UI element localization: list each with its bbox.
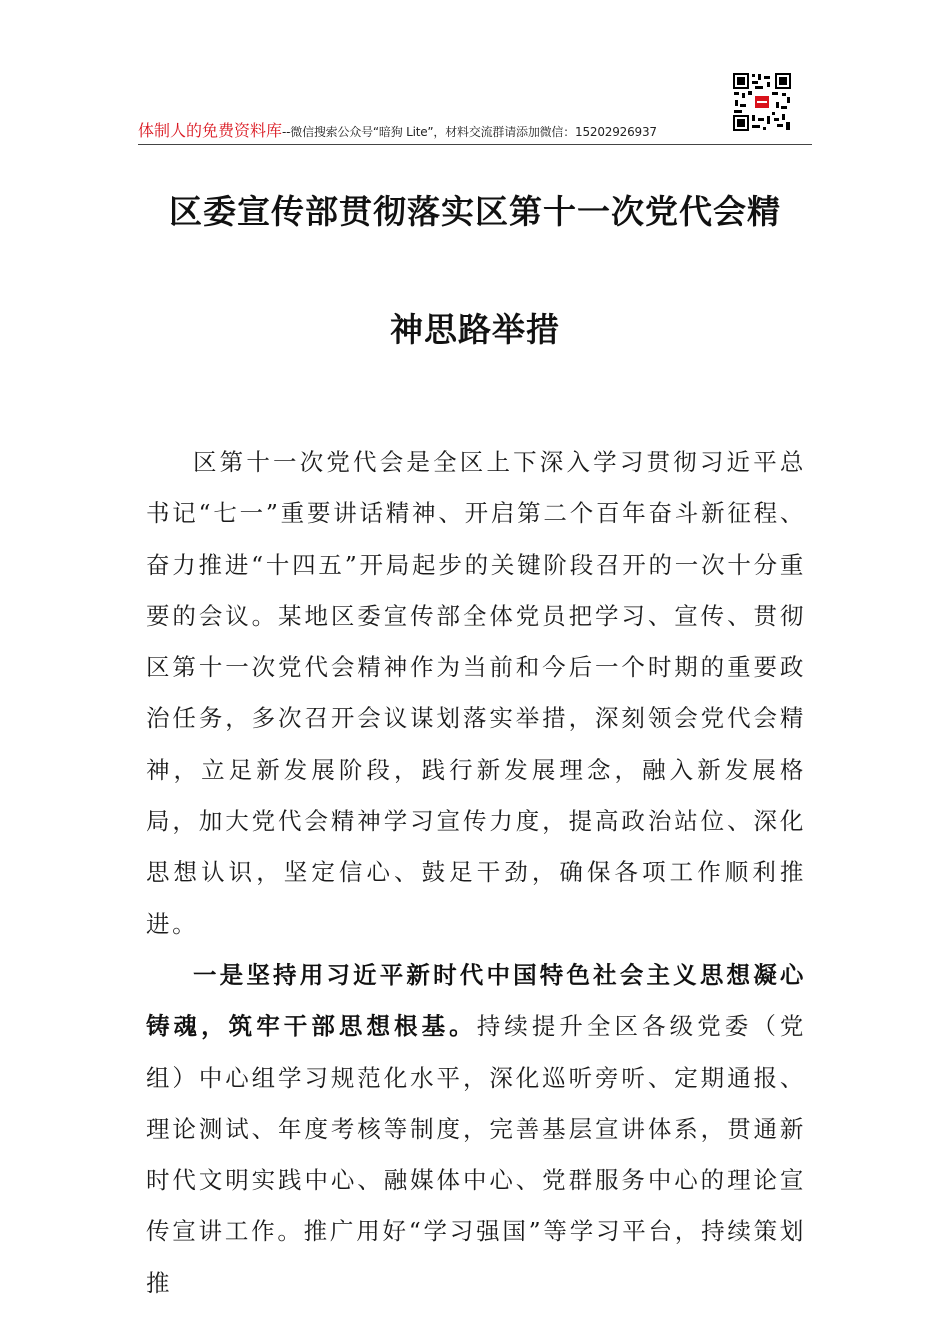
document-title-line-2: 神思路举措 xyxy=(390,310,560,349)
paragraph-intro: 区第十一次党代会是全区上下深入学习贯彻习近平总书记“七一”重要讲话精神、开启第二个百年奋斗新征程、奋力推进“十四五”开局起步的关键阶段召开的一次十分重要的会议。某地区委宣传部全体党员把学习、宣传、贯彻区第十一次党代会精神作为当前和今后一个时期的重要政治任务，多次召开会议谋划落实举措，深刻领会党代会精神，立足新发展阶段，践行新发展理念，融入新发展格局，加大党代会精神学习宣传力度，提高政治站位、深化思想认识，坚定信心、鼓足干劲，确保各项工作顺利推进。 xyxy=(146,448,806,938)
paragraph-point-one xyxy=(146,950,806,1309)
qr-code-icon xyxy=(732,72,792,132)
header-note: --微信搜索公众号“暗狗 Lite”，材料交流群请添加微信：15202926937 xyxy=(282,125,657,139)
brand-label[interactable]: 体制人的免费资料库 xyxy=(138,121,283,140)
header-divider xyxy=(138,144,812,145)
page-header xyxy=(138,118,812,144)
document-body xyxy=(146,437,806,1309)
document-title-line-1: 区委宣传部贯彻落实区第十一次党代会精 xyxy=(169,192,781,231)
paragraph-point-one-text: 持续提升全区各级党委（党组）中心组学习规范化水平，深化巡听旁听、定期通报、理论测试、年度考核等制度，完善基层宣讲体系，贯通新时代文明实践中心、融媒体中心、党群服务中心的理论宣传宣讲工作。推广用好“学习强国”等学习平台，持续策划推 xyxy=(146,1012,807,1297)
paragraph-point-one-heading: 一是坚持用习近平新时代中国特色社会主义思想凝心铸魂，筑牢干部思想根基。 xyxy=(146,960,806,1041)
